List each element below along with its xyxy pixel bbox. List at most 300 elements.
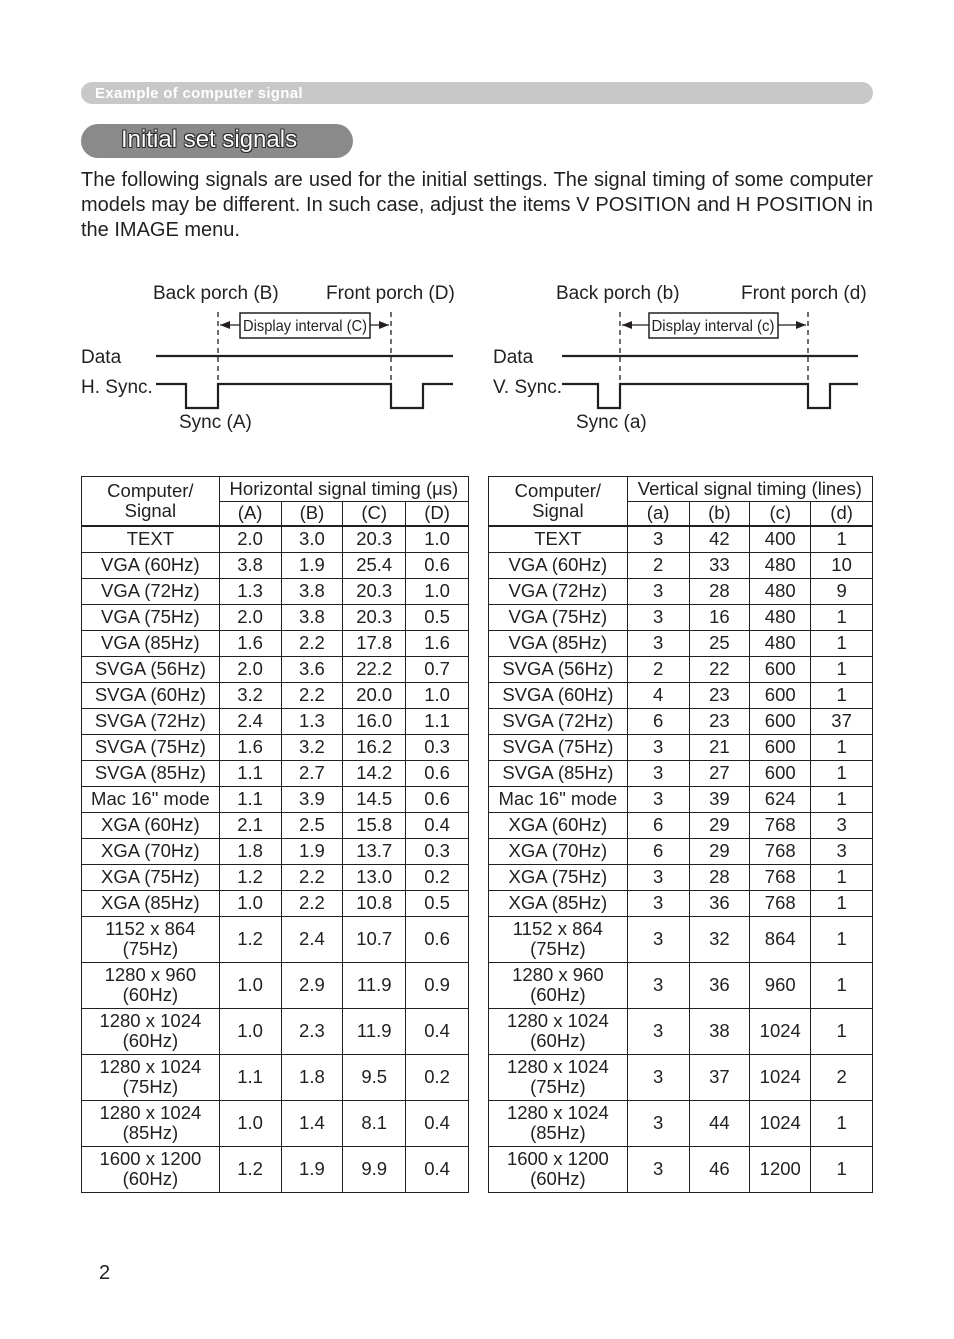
timing-value-cell: 3 <box>627 734 689 760</box>
timing-value-cell: 600 <box>750 682 811 708</box>
signal-name-line: (75Hz) <box>530 938 586 959</box>
timing-value-cell: 28 <box>689 578 750 604</box>
timing-value-cell: 2.3 <box>281 1008 343 1054</box>
timing-value-cell: 2 <box>627 656 689 682</box>
timing-value-cell: 3 <box>627 1008 689 1054</box>
timing-value-cell: 2.0 <box>219 604 281 630</box>
table-row <box>82 1008 469 1054</box>
column-header-signal <box>82 477 220 526</box>
table-row <box>82 838 469 864</box>
timing-value-cell: 23 <box>689 708 750 734</box>
table-row <box>489 1054 873 1100</box>
signal-name-line: SVGA (60Hz) <box>502 684 614 705</box>
timing-value-cell: 9.5 <box>343 1054 406 1100</box>
timing-value-cell: 3 <box>627 916 689 962</box>
timing-value-cell: 36 <box>689 962 750 1008</box>
signal-name-line: 1280 x 960 <box>512 964 604 985</box>
table-row <box>82 1146 469 1192</box>
timing-value-cell: 0.5 <box>406 604 469 630</box>
timing-value-cell: 3.8 <box>219 552 281 578</box>
signal-cell <box>489 838 628 864</box>
timing-value-cell: 6 <box>627 812 689 838</box>
timing-value-cell: 3 <box>627 1146 689 1192</box>
timing-value-cell: 768 <box>750 864 811 890</box>
timing-value-cell: 480 <box>750 578 811 604</box>
timing-value-cell: 1 <box>811 734 873 760</box>
timing-value-cell: 9 <box>811 578 873 604</box>
timing-value-cell: 3 <box>627 962 689 1008</box>
timing-value-cell: 3 <box>627 1100 689 1146</box>
signal-name-line: TEXT <box>534 528 582 549</box>
timing-value-cell: 6 <box>627 708 689 734</box>
sub-header: (a) <box>627 502 689 526</box>
timing-value-cell: 1.6 <box>406 630 469 656</box>
signal-cell <box>82 760 220 786</box>
signal-cell <box>489 578 628 604</box>
signal-name-line: XGA (70Hz) <box>508 840 608 861</box>
timing-value-cell: 768 <box>750 812 811 838</box>
signal-cell <box>489 526 628 553</box>
timing-value-cell: 2.9 <box>281 962 343 1008</box>
sub-header: (A) <box>219 502 281 526</box>
table-row <box>82 656 469 682</box>
v-sync-caption: Sync (a) <box>576 412 647 433</box>
signal-name-line: SVGA (60Hz) <box>94 684 206 705</box>
timing-value-cell: 600 <box>750 734 811 760</box>
table-row <box>489 890 873 916</box>
signal-cell <box>489 1100 628 1146</box>
signal-name-line: 1280 x 1024 <box>99 1010 202 1031</box>
signal-name-line: (85Hz) <box>530 1122 586 1143</box>
timing-value-cell: 4 <box>627 682 689 708</box>
timing-value-cell: 480 <box>750 552 811 578</box>
timing-value-cell: 1 <box>811 916 873 962</box>
timing-value-cell: 13.7 <box>343 838 406 864</box>
signal-cell <box>489 916 628 962</box>
signal-name-line: (75Hz) <box>122 1076 179 1097</box>
section-title-pill <box>81 124 353 158</box>
timing-value-cell: 23 <box>689 682 750 708</box>
timing-value-cell: 600 <box>750 760 811 786</box>
table-row <box>489 962 873 1008</box>
signal-cell <box>82 630 220 656</box>
timing-value-cell: 2 <box>811 1054 873 1100</box>
timing-value-cell: 11.9 <box>343 1008 406 1054</box>
sub-header: (D) <box>406 502 469 526</box>
table-row <box>489 682 873 708</box>
table-row <box>489 916 873 962</box>
signal-cell <box>82 526 220 553</box>
h-back-porch-label: Back porch (B) <box>153 283 279 304</box>
timing-value-cell: 16.0 <box>343 708 406 734</box>
timing-value-cell: 27 <box>689 760 750 786</box>
h-front-porch-label: Front porch (D) <box>326 283 455 304</box>
vertical-timing-body <box>489 477 873 1193</box>
table-row <box>489 786 873 812</box>
group-header: Vertical signal timing (lines) <box>627 477 872 502</box>
timing-value-cell: 1.3 <box>281 708 343 734</box>
v-sync-label: V. Sync. <box>493 377 563 398</box>
timing-value-cell: 1200 <box>750 1146 811 1192</box>
signal-name-line: XGA (75Hz) <box>101 866 200 887</box>
timing-value-cell: 0.4 <box>406 1008 469 1054</box>
signal-name-line: (60Hz) <box>530 1168 586 1189</box>
timing-value-cell: 9.9 <box>343 1146 406 1192</box>
signal-name-line: SVGA (75Hz) <box>94 736 206 757</box>
signal-cell <box>489 760 628 786</box>
intro-paragraph: The following signals are used for the initial settings. The signal timing of some computer models may be different. In such case, adjust the items V POSITION and H POSITION in the IMAGE menu. <box>81 169 873 241</box>
section-title: Initial set signals <box>121 126 298 153</box>
signal-name-line: 1280 x 1024 <box>506 1056 609 1077</box>
timing-value-cell: 28 <box>689 864 750 890</box>
timing-value-cell: 36 <box>689 890 750 916</box>
signal-name-line: VGA (72Hz) <box>508 580 608 601</box>
signal-name-line: (60Hz) <box>530 1030 586 1051</box>
table-row <box>82 526 469 553</box>
timing-value-cell: 29 <box>689 812 750 838</box>
signal-name-line: SVGA (85Hz) <box>94 762 206 783</box>
timing-value-cell: 1.4 <box>281 1100 343 1146</box>
timing-value-cell: 1.1 <box>406 708 469 734</box>
signal-name-line: XGA (70Hz) <box>101 840 200 861</box>
signal-name-line: VGA (60Hz) <box>508 554 608 575</box>
table-row <box>489 760 873 786</box>
signal-name-line: 1280 x 960 <box>104 964 197 985</box>
signal-cell <box>489 890 628 916</box>
timing-value-cell: 29 <box>689 838 750 864</box>
signal-cell <box>489 552 628 578</box>
signal-name-line: VGA (75Hz) <box>508 606 608 627</box>
timing-value-cell: 42 <box>689 526 750 553</box>
timing-value-cell: 15.8 <box>343 812 406 838</box>
timing-value-cell: 960 <box>750 962 811 1008</box>
signal-cell <box>489 1054 628 1100</box>
timing-value-cell: 3.2 <box>281 734 343 760</box>
signal-name-line: 1600 x 1200 <box>99 1148 202 1169</box>
signal-name-line: VGA (75Hz) <box>101 606 200 627</box>
signal-cell <box>489 734 628 760</box>
table-row <box>82 864 469 890</box>
timing-value-cell: 0.6 <box>406 916 469 962</box>
timing-value-cell: 1.6 <box>219 630 281 656</box>
timing-value-cell: 14.5 <box>343 786 406 812</box>
signal-cell <box>489 864 628 890</box>
timing-value-cell: 480 <box>750 604 811 630</box>
timing-value-cell: 2.7 <box>281 760 343 786</box>
timing-value-cell: 1.0 <box>219 890 281 916</box>
horizontal-timing-table <box>81 476 469 1193</box>
table-row <box>489 734 873 760</box>
timing-value-cell: 1 <box>811 890 873 916</box>
timing-value-cell: 1.0 <box>219 1008 281 1054</box>
timing-value-cell: 1.1 <box>219 1054 281 1100</box>
timing-value-cell: 20.3 <box>343 578 406 604</box>
timing-value-cell: 3.8 <box>281 578 343 604</box>
timing-value-cell: 1 <box>811 864 873 890</box>
timing-value-cell: 1.8 <box>219 838 281 864</box>
timing-value-cell: 2.2 <box>281 864 343 890</box>
timing-value-cell: 0.2 <box>406 864 469 890</box>
timing-value-cell: 864 <box>750 916 811 962</box>
timing-value-cell: 1.0 <box>219 1100 281 1146</box>
horizontal-timing-body <box>82 477 469 1193</box>
timing-value-cell: 1 <box>811 1100 873 1146</box>
signal-cell <box>489 682 628 708</box>
timing-value-cell: 1.8 <box>281 1054 343 1100</box>
signal-name-line: TEXT <box>126 528 174 549</box>
timing-value-cell: 37 <box>689 1054 750 1100</box>
timing-value-cell: 3.2 <box>219 682 281 708</box>
signal-cell <box>82 604 220 630</box>
timing-value-cell: 22 <box>689 656 750 682</box>
signal-cell <box>489 604 628 630</box>
timing-value-cell: 22.2 <box>343 656 406 682</box>
table-row <box>489 630 873 656</box>
signal-cell <box>82 552 220 578</box>
signal-name-line: SVGA (56Hz) <box>94 658 206 679</box>
timing-value-cell: 1.0 <box>406 526 469 553</box>
timing-value-cell: 20.3 <box>343 604 406 630</box>
table-row <box>489 708 873 734</box>
timing-value-cell: 10 <box>811 552 873 578</box>
timing-value-cell: 1.9 <box>281 552 343 578</box>
signal-cell <box>489 1008 628 1054</box>
timing-value-cell: 0.7 <box>406 656 469 682</box>
signal-name-line: (60Hz) <box>122 984 179 1005</box>
timing-value-cell: 10.8 <box>343 890 406 916</box>
timing-value-cell: 37 <box>811 708 873 734</box>
signal-cell <box>82 1100 220 1146</box>
timing-value-cell: 3 <box>811 838 873 864</box>
table-row <box>489 838 873 864</box>
timing-value-cell: 3 <box>627 1054 689 1100</box>
timing-value-cell: 1024 <box>750 1008 811 1054</box>
timing-value-cell: 38 <box>689 1008 750 1054</box>
v-sync-timing-diagram <box>0 270 954 445</box>
signal-name-line: (60Hz) <box>530 984 586 1005</box>
timing-value-cell: 3 <box>627 604 689 630</box>
header-line-1: Computer/ <box>107 479 194 501</box>
timing-value-cell: 16.2 <box>343 734 406 760</box>
signal-cell <box>489 962 628 1008</box>
signal-name-line: XGA (85Hz) <box>101 892 200 913</box>
timing-value-cell: 0.3 <box>406 838 469 864</box>
timing-value-cell: 2.2 <box>281 630 343 656</box>
signal-cell <box>489 812 628 838</box>
table-row <box>489 656 873 682</box>
timing-value-cell: 25.4 <box>343 552 406 578</box>
vertical-timing-table <box>488 476 873 1193</box>
group-header: Horizontal signal timing (μs) <box>219 477 468 502</box>
timing-value-cell: 8.1 <box>343 1100 406 1146</box>
signal-name-line: SVGA (85Hz) <box>502 762 614 783</box>
table-row <box>82 1100 469 1146</box>
signal-name-line: VGA (72Hz) <box>101 580 200 601</box>
timing-value-cell: 1.3 <box>219 578 281 604</box>
signal-name-line: Mac 16" mode <box>91 788 210 809</box>
signal-cell <box>82 890 220 916</box>
signal-cell <box>82 962 220 1008</box>
timing-value-cell: 1.1 <box>219 760 281 786</box>
timing-value-cell: 21 <box>689 734 750 760</box>
timing-value-cell: 0.3 <box>406 734 469 760</box>
sub-header: (b) <box>689 502 750 526</box>
signal-cell <box>489 708 628 734</box>
signal-cell <box>82 656 220 682</box>
table-row <box>489 812 873 838</box>
timing-value-cell: 2.2 <box>281 682 343 708</box>
signal-name-line: XGA (85Hz) <box>508 892 608 913</box>
signal-name-line: 1280 x 1024 <box>506 1102 609 1123</box>
timing-value-cell: 14.2 <box>343 760 406 786</box>
timing-value-cell: 3 <box>627 578 689 604</box>
table-row <box>82 812 469 838</box>
timing-value-cell: 2.2 <box>281 890 343 916</box>
signal-cell <box>82 916 220 962</box>
timing-value-cell: 1.0 <box>406 682 469 708</box>
signal-name-line: 1152 x 864 <box>512 918 603 939</box>
timing-value-cell: 1 <box>811 604 873 630</box>
timing-value-cell: 0.5 <box>406 890 469 916</box>
v-front-porch-label: Front porch (d) <box>741 283 867 304</box>
signal-cell <box>489 630 628 656</box>
signal-cell <box>82 734 220 760</box>
signal-name-line: VGA (60Hz) <box>101 554 200 575</box>
timing-value-cell: 3.8 <box>281 604 343 630</box>
timing-value-cell: 2.5 <box>281 812 343 838</box>
sub-header: (d) <box>811 502 873 526</box>
table-row <box>82 604 469 630</box>
timing-value-cell: 1 <box>811 656 873 682</box>
table-row <box>489 1146 873 1192</box>
timing-value-cell: 3 <box>627 890 689 916</box>
signal-cell <box>489 1146 628 1192</box>
h-sync-label: H. Sync. <box>81 377 153 398</box>
sub-header: (c) <box>750 502 811 526</box>
timing-value-cell: 1 <box>811 962 873 1008</box>
h-data-label: Data <box>81 347 122 368</box>
table-row <box>82 760 469 786</box>
timing-value-cell: 3.9 <box>281 786 343 812</box>
timing-value-cell: 600 <box>750 656 811 682</box>
timing-value-cell: 1 <box>811 1146 873 1192</box>
timing-value-cell: 2.4 <box>219 708 281 734</box>
table-row <box>489 1100 873 1146</box>
signal-name-line: (75Hz) <box>530 1076 586 1097</box>
signal-cell <box>82 1008 220 1054</box>
timing-value-cell: 3 <box>811 812 873 838</box>
timing-value-cell: 400 <box>750 526 811 553</box>
timing-value-cell: 1 <box>811 630 873 656</box>
timing-value-cell: 39 <box>689 786 750 812</box>
column-header-signal <box>489 477 628 526</box>
table-row <box>82 682 469 708</box>
timing-value-cell: 0.4 <box>406 1100 469 1146</box>
signal-cell <box>82 708 220 734</box>
table-row <box>489 578 873 604</box>
timing-value-cell: 32 <box>689 916 750 962</box>
timing-value-cell: 20.0 <box>343 682 406 708</box>
timing-value-cell: 6 <box>627 838 689 864</box>
signal-cell <box>82 682 220 708</box>
table-row <box>82 734 469 760</box>
table-row <box>489 864 873 890</box>
signal-name-line: XGA (75Hz) <box>508 866 608 887</box>
signal-cell <box>82 1054 220 1100</box>
timing-value-cell: 0.6 <box>406 552 469 578</box>
signal-cell <box>82 812 220 838</box>
signal-name-line: (85Hz) <box>122 1122 179 1143</box>
timing-value-cell: 11.9 <box>343 962 406 1008</box>
section-header-bar <box>81 82 873 104</box>
signal-cell <box>82 838 220 864</box>
page-number: 2 <box>99 1262 111 1284</box>
table-row <box>489 552 873 578</box>
timing-value-cell: 1 <box>811 682 873 708</box>
v-display-interval-label: Display interval (c) <box>651 318 775 335</box>
timing-value-cell: 1.9 <box>281 838 343 864</box>
timing-value-cell: 0.2 <box>406 1054 469 1100</box>
timing-value-cell: 1 <box>811 526 873 553</box>
signal-name-line: VGA (85Hz) <box>101 632 200 653</box>
timing-value-cell: 13.0 <box>343 864 406 890</box>
h-display-interval-label: Display interval (C) <box>243 318 367 335</box>
h-sync-caption: Sync (A) <box>179 412 252 433</box>
timing-value-cell: 1.1 <box>219 786 281 812</box>
signal-name-line: 1152 x 864 <box>105 918 196 939</box>
timing-value-cell: 3 <box>627 864 689 890</box>
timing-value-cell: 0.4 <box>406 1146 469 1192</box>
signal-name-line: (60Hz) <box>122 1030 179 1051</box>
signal-cell <box>82 864 220 890</box>
timing-value-cell: 600 <box>750 708 811 734</box>
timing-value-cell: 44 <box>689 1100 750 1146</box>
timing-value-cell: 1.2 <box>219 1146 281 1192</box>
timing-value-cell: 1.2 <box>219 916 281 962</box>
signal-name-line: 1600 x 1200 <box>506 1148 609 1169</box>
table-row <box>82 786 469 812</box>
timing-value-cell: 3 <box>627 526 689 553</box>
signal-name-line: 1280 x 1024 <box>506 1010 609 1031</box>
table-row <box>489 1008 873 1054</box>
timing-value-cell: 2.0 <box>219 526 281 553</box>
signal-cell <box>489 656 628 682</box>
timing-value-cell: 1.0 <box>219 962 281 1008</box>
table-row <box>489 526 873 553</box>
signal-cell <box>82 1146 220 1192</box>
sub-header: (C) <box>343 502 406 526</box>
header-line-2: Signal <box>532 499 584 521</box>
timing-value-cell: 3 <box>627 630 689 656</box>
header-line-1: Computer/ <box>514 479 602 501</box>
timing-value-cell: 46 <box>689 1146 750 1192</box>
table-row <box>82 708 469 734</box>
signal-name-line: SVGA (75Hz) <box>502 736 614 757</box>
signal-cell <box>489 786 628 812</box>
timing-value-cell: 3.0 <box>281 526 343 553</box>
timing-value-cell: 16 <box>689 604 750 630</box>
table-row <box>82 962 469 1008</box>
timing-value-cell: 1.6 <box>219 734 281 760</box>
signal-name-line: XGA (60Hz) <box>508 814 608 835</box>
timing-value-cell: 0.9 <box>406 962 469 1008</box>
timing-value-cell: 768 <box>750 838 811 864</box>
timing-value-cell: 1.9 <box>281 1146 343 1192</box>
section-header-label: Example of computer signal <box>95 85 303 102</box>
timing-value-cell: 2.4 <box>281 916 343 962</box>
signal-name-line: (75Hz) <box>122 938 179 959</box>
timing-value-cell: 1.0 <box>406 578 469 604</box>
